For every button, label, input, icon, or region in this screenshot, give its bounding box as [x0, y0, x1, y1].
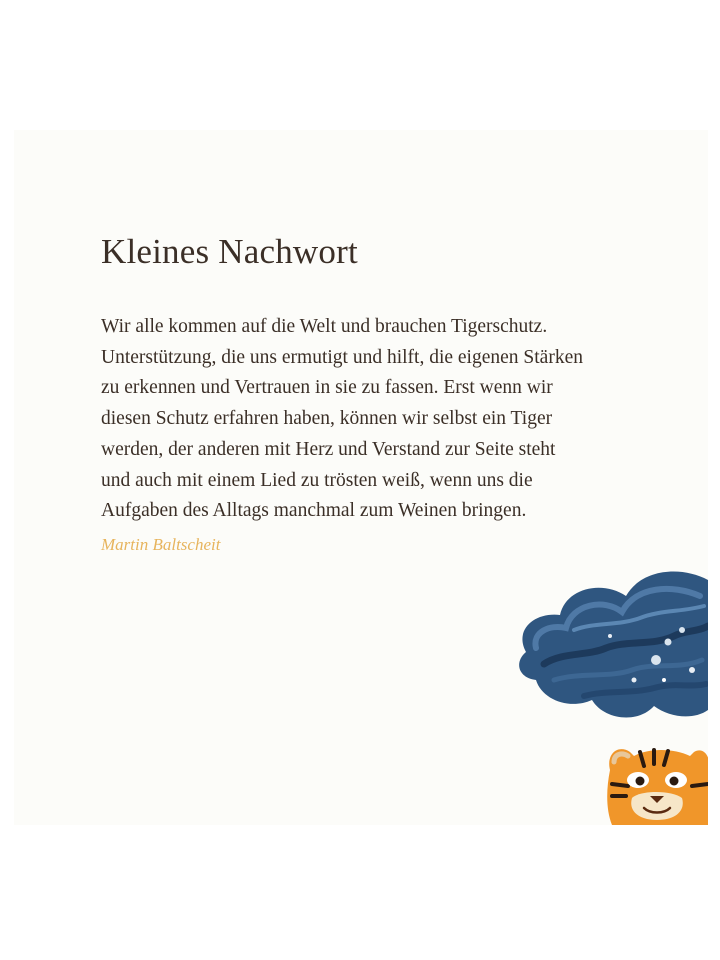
tiger-face-icon [604, 740, 708, 825]
text-line: diesen Schutz erfahren haben, können wir selbst ein Tiger [101, 408, 553, 430]
storm-cloud-icon [514, 560, 708, 730]
author-signature: Martin Baltscheit [101, 535, 221, 554]
text-line: Aufgaben des Alltags manchmal zum Weinen bringen. [101, 500, 527, 522]
page-title: Kleines Nachwort [101, 232, 358, 271]
text-line: Wir alle kommen auf die Welt und brauchen Tigerschutz. [101, 316, 548, 337]
text-line: zu erkennen und Vertrauen in sie zu fassen. Erst wenn wir [101, 377, 553, 399]
book-page [14, 130, 708, 825]
text-line: Unterstützung, die uns ermutigt und hilft, die eigenen Stärken [101, 346, 583, 368]
text-line: und auch mit einem Lied zu trösten weiß, wenn uns die [101, 469, 533, 491]
text-line: werden, der anderen mit Herz und Verstand zur Seite steht [101, 438, 556, 460]
afterword-text [101, 312, 671, 527]
